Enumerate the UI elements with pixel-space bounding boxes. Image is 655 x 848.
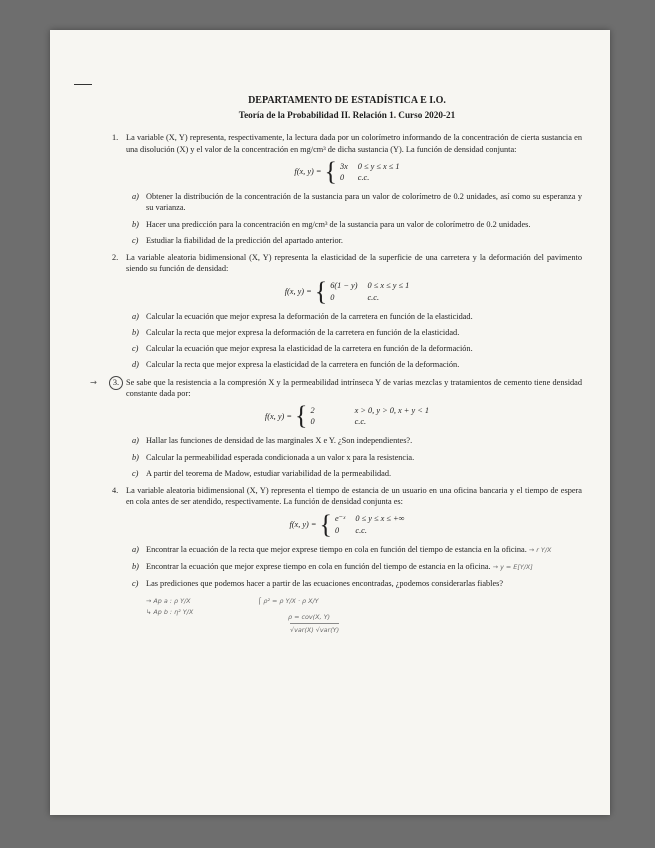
item-text: Calcular la ecuación que mejor expresa la deformación de la carretera en función de la elasticidad.: [146, 311, 473, 321]
list-item: [112, 435, 582, 446]
list-item: [112, 468, 582, 479]
department-heading: DEPARTAMENTO DE ESTADÍSTICA E I.O.: [248, 95, 446, 106]
brace-icon: {: [294, 401, 308, 431]
handwritten-line: ⌠ ρ² = ρ Y/X · ρ X/Y: [258, 596, 319, 605]
brace-icon: {: [324, 157, 337, 187]
case-cond: x > 0, y > 0, x + y < 1: [354, 406, 430, 416]
item-label: a): [132, 436, 139, 446]
list-item: [112, 578, 582, 589]
handwritten-note: → y = E[Y/X]: [492, 563, 533, 572]
item-label: a): [132, 192, 139, 202]
list-item: [112, 544, 582, 556]
handwritten-line: → Ap a : ρ Y/X: [146, 596, 191, 605]
question-number: 1.: [112, 133, 119, 143]
case-cond: 0 ≤ y ≤ x ≤ 1: [357, 161, 400, 171]
handwritten-line: ρ = cov(X, Y): [288, 612, 331, 621]
formula-cases: [330, 280, 409, 302]
item-text: Calcular la ecuación que mejor expresa la elasticidad de la carretera en función de la deformación.: [146, 344, 473, 354]
item-label: a): [132, 544, 139, 554]
item-text: Hallar las funciones de densidad de las marginales X e Y. ¿Son independientes?.: [146, 436, 413, 446]
case-expr: 2: [310, 406, 315, 416]
case-cond: c.c.: [367, 292, 380, 302]
case-expr: 3x: [339, 161, 348, 171]
item-text: Hacer una predicción para la concentración en mg/cm³ de la sustancia para un valor de colorímetro de 0.2 unidades.: [146, 219, 531, 229]
item-label: b): [132, 219, 139, 229]
item-text: Calcular la recta que mejor expresa la deformación de la carretera en función de la elasticidad.: [146, 328, 460, 338]
case-cond: c.c.: [354, 417, 367, 427]
formula-cases: [310, 405, 429, 427]
formula-lhs: f(x, y) =: [289, 520, 317, 530]
list-item: [112, 452, 582, 463]
list-item: [112, 311, 582, 322]
question-1: [112, 132, 582, 154]
arrow-mark-icon: →: [90, 376, 97, 387]
question-2: [112, 252, 582, 274]
item-text: Obtener la distribución de la concentración de la sustancia para un valor de colorímetro de 0.2 unidades, así como su esperanza y su varianza.: [146, 192, 582, 213]
case-cond: c.c.: [357, 173, 370, 183]
item-label: b): [132, 452, 139, 462]
list-item: [112, 327, 582, 338]
question-number: 2.: [112, 253, 119, 263]
formula-lhs: f(x, y) =: [294, 167, 322, 177]
question-4-items: [112, 544, 582, 590]
question-4: [112, 485, 582, 507]
question-3-items: [112, 435, 582, 479]
question-1-items: [112, 191, 582, 246]
handwritten-note: → r Y/X: [528, 545, 552, 554]
case-cond: 0 ≤ y ≤ x ≤ +∞: [355, 514, 405, 524]
density-formula-1: [112, 157, 582, 187]
list-item: [112, 343, 582, 354]
density-formula-4: [112, 509, 582, 539]
document-content: [90, 95, 582, 634]
brace-icon: {: [314, 276, 328, 306]
handwritten-line: ↳ Ap b : η² Y/X: [146, 607, 194, 616]
list-item: [112, 191, 582, 213]
document-page: [50, 30, 610, 815]
item-text: A partir del teorema de Madow, estudiar variabilidad de la permeabilidad.: [146, 468, 392, 478]
item-text: Estudiar la fiabilidad de la predicción del apartado anterior.: [146, 235, 343, 245]
handwritten-notes: [146, 596, 582, 634]
question-2-items: [112, 311, 582, 371]
case-expr: e⁻ˣ: [334, 514, 346, 524]
item-label: a): [132, 311, 139, 321]
list-item: [112, 359, 582, 370]
case-expr: 6(1 − y): [330, 281, 358, 291]
question-text: La variable aleatoria bidimensional (X, Y) representa el tiempo de estancia de un usuario en una oficina bancaria y el tiempo de espera en cola antes de ser atendido, respectivamente. La función de densidad conjunta es:: [126, 486, 582, 507]
course-subtitle: Teoría de la Probabilidad II. Relación 1. Curso 2020-21: [238, 110, 456, 121]
list-item: [112, 561, 582, 573]
item-label: b): [132, 328, 139, 338]
item-label: c): [132, 344, 139, 354]
list-item: [112, 235, 582, 246]
pencil-mark: [74, 84, 92, 85]
item-text: Las prediciones que podemos hacer a partir de las ecuaciones encontradas, ¿podemos considerarlas fiables?: [146, 579, 504, 589]
item-label: c): [132, 468, 139, 478]
case-expr: 0: [330, 292, 335, 302]
question-text: La variable (X, Y) representa, respectivamente, la lectura dada por un colorímetro informando de la concentración de cierta sustancia en una disolución (X) y el valor de la concentración en mg/cm³ de dicha sustancia (Y). La función de densidad conjunta:: [126, 133, 582, 154]
item-text: Encontrar la ecuación que mejor exprese tiempo en cola en función del tiempo de estancia en la oficina.: [146, 562, 491, 572]
circled-question-number: 3.: [109, 376, 123, 390]
handwritten-line: √var(X) √var(Y): [290, 623, 339, 636]
case-cond: 0 ≤ x ≤ y ≤ 1: [367, 281, 410, 291]
list-item: [112, 219, 582, 230]
formula-cases: [335, 513, 405, 535]
brace-icon: {: [319, 509, 332, 539]
question-number: 4.: [112, 486, 119, 496]
density-formula-3: [112, 401, 582, 431]
question-text: La variable aleatoria bidimensional (X, Y) representa la elasticidad de la superficie de una carretera y la deformación del pavimento siendo su función de densidad:: [126, 253, 582, 274]
case-expr: 0: [334, 525, 340, 535]
item-label: d): [132, 360, 139, 370]
item-label: c): [132, 235, 139, 245]
density-formula-2: [112, 276, 582, 306]
case-expr: 0: [310, 417, 315, 427]
case-cond: c.c.: [355, 525, 367, 535]
item-label: c): [132, 579, 139, 589]
question-text: Se sabe que la resistencia a la compresión X y la permeabilidad intrínseca Y de varias mezclas y tratamientos de cemento tiene densidad constante dada por:: [126, 377, 582, 398]
formula-lhs: f(x, y) =: [264, 411, 292, 421]
question-3: [90, 376, 582, 399]
case-expr: 0: [339, 173, 345, 183]
item-label: b): [132, 562, 139, 572]
formula-lhs: f(x, y) =: [284, 287, 312, 297]
item-text: Calcular la permeabilidad esperada condicionada a un valor x para la resistencia.: [146, 452, 415, 462]
formula-cases: [340, 161, 400, 183]
item-text: Encontrar la ecuación de la recta que mejor exprese tiempo en cola en función del tiempo de estancia en la oficina.: [146, 544, 527, 554]
item-text: Calcular la recta que mejor expresa la elasticidad de la carretera en función de la deformación.: [146, 360, 460, 370]
